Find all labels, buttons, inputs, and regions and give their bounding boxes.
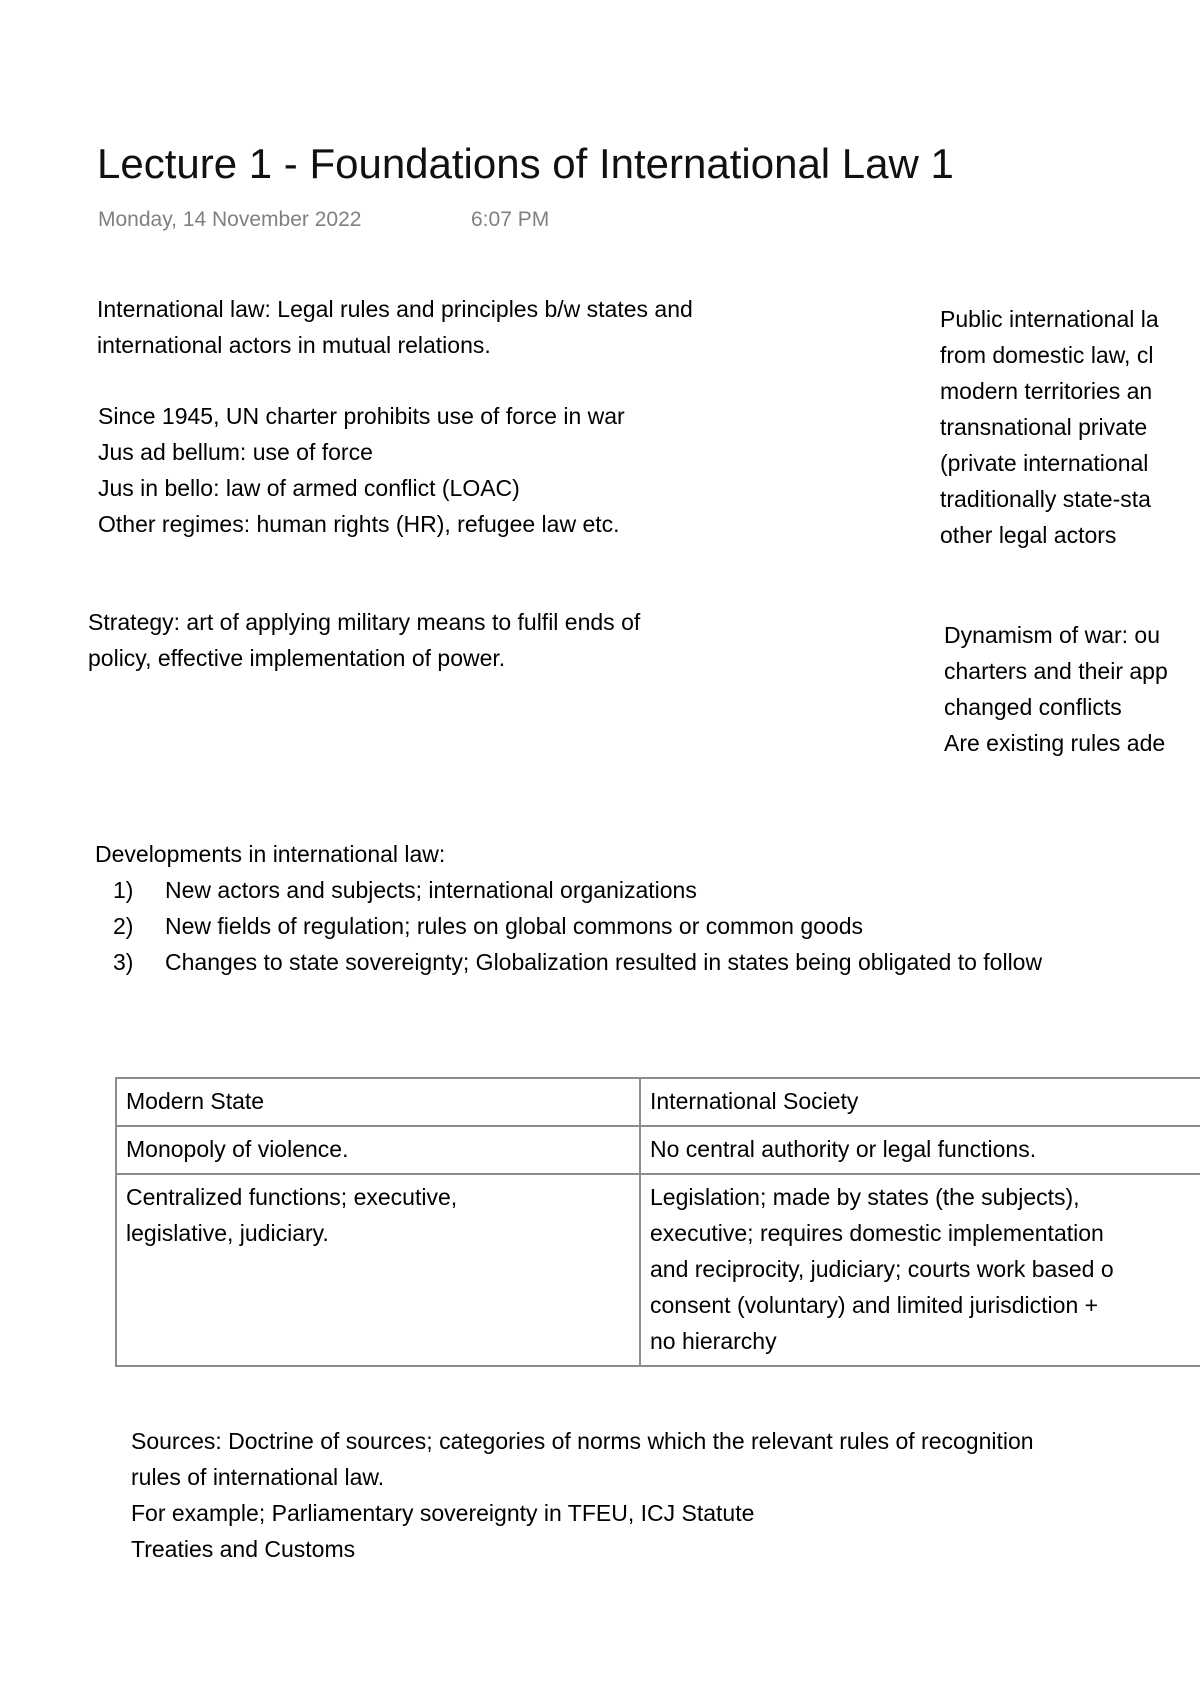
page-date: Monday, 14 November 2022 — [98, 208, 362, 231]
list-number: 3) — [113, 949, 134, 975]
text-line: traditionally state-sta — [940, 486, 1151, 512]
public-law-note — [940, 301, 1200, 553]
list-number: 2) — [113, 913, 134, 939]
cell-line: Legislation; made by states (the subjects), — [650, 1184, 1080, 1210]
text-line: Jus in bello: law of armed conflict (LOAC) — [98, 475, 520, 501]
table-cell — [640, 1126, 1200, 1174]
text-line: Sources: Doctrine of sources; categories of norms which the relevant rules of recognition — [131, 1428, 1034, 1454]
developments-list — [95, 872, 1200, 980]
text-line: International law: Legal rules and principles b/w states and — [97, 296, 693, 322]
regimes-note — [98, 398, 625, 542]
text-line: Dynamism of war: ou — [944, 622, 1161, 648]
table-header-cell: Modern State — [116, 1078, 640, 1126]
text-line: Public international la — [940, 306, 1159, 332]
text-line: rules of international law. — [131, 1464, 385, 1490]
text-line: modern territories an — [940, 378, 1153, 404]
cell-line: consent (voluntary) and limited jurisdiction + — [650, 1292, 1099, 1318]
cell-line: No central authority or legal functions. — [650, 1136, 1037, 1162]
list-number: 1) — [113, 877, 134, 903]
dynamism-note — [944, 617, 1200, 761]
table-header-cell: International Society — [640, 1078, 1200, 1126]
text-line: changed conflicts — [944, 694, 1122, 720]
list-text: Changes to state sovereignty; Globalization resulted in states being obligated to follow — [165, 949, 1043, 975]
table-cell — [116, 1174, 640, 1366]
text-line: policy, effective implementation of power. — [88, 645, 506, 671]
text-line: Jus ad bellum: use of force — [98, 439, 373, 465]
table-header-row — [116, 1078, 1200, 1126]
text-line: transnational private — [940, 414, 1148, 440]
page-time: 6:07 PM — [471, 208, 550, 231]
table-row — [116, 1174, 1200, 1366]
text-line: other legal actors — [940, 522, 1117, 548]
cell-line: executive; requires domestic implementation — [650, 1220, 1104, 1246]
list-text: New fields of regulation; rules on global commons or common goods — [165, 913, 864, 939]
text-line: international actors in mutual relations. — [97, 332, 491, 358]
sources-note — [131, 1423, 1200, 1567]
list-item — [95, 908, 1200, 944]
comparison-table — [115, 1077, 1200, 1367]
text-line: from domestic law, cl — [940, 342, 1154, 368]
strategy-note — [88, 604, 640, 676]
text-line: (private international — [940, 450, 1149, 476]
cell-line: and reciprocity, judiciary; courts work based o — [650, 1256, 1114, 1282]
text-line: charters and their app — [944, 658, 1168, 684]
table-row — [116, 1126, 1200, 1174]
text-line: Strategy: art of applying military means to fulfil ends of — [88, 609, 641, 635]
developments-note — [95, 836, 1200, 980]
text-line: For example; Parliamentary sovereignty in TFEU, ICJ Statute — [131, 1500, 755, 1526]
text-line: Since 1945, UN charter prohibits use of force in war — [98, 403, 625, 429]
cell-line: Monopoly of violence. — [126, 1136, 349, 1162]
comparison-table-container — [115, 1077, 1200, 1373]
cell-line: no hierarchy — [650, 1328, 777, 1354]
list-text: New actors and subjects; international organizations — [165, 877, 697, 903]
page-title: Lecture 1 - Foundations of International Law 1 — [97, 140, 954, 187]
cell-line: Centralized functions; executive, — [126, 1184, 458, 1210]
list-item — [95, 944, 1200, 980]
text-line: Are existing rules ade — [944, 730, 1166, 756]
cell-line: legislative, judiciary. — [126, 1220, 329, 1246]
intro-note — [97, 291, 693, 363]
table-cell — [116, 1126, 640, 1174]
text-line: Treaties and Customs — [131, 1536, 356, 1562]
developments-heading: Developments in international law: — [95, 841, 446, 867]
table-cell — [640, 1174, 1200, 1366]
text-line: Other regimes: human rights (HR), refugee law etc. — [98, 511, 620, 537]
list-item — [95, 872, 1200, 908]
